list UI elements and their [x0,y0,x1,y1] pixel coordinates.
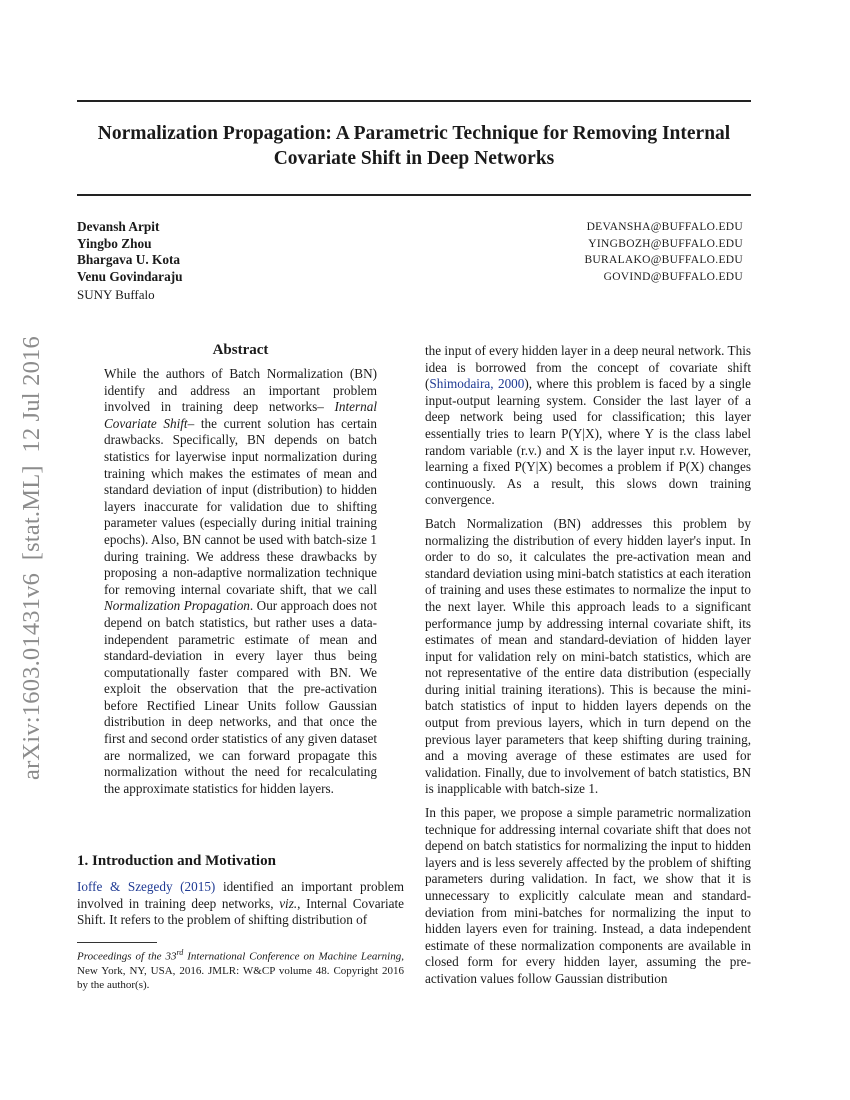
footnote-superscript: rd [176,948,184,957]
abstract-text: While the authors of Batch Normalization (BN) identify and address an important problem involved in training deep networks– [104,366,377,415]
abstract-body [104,366,377,797]
abstract-text: – the current solution has certain drawbacks. Specifically, BN depends on batch statistics for layerwise input normalization during training which makes the estimates of mean and standard deviation of input (distribution) to hidden layers inaccurate for validation due to shifting parameter values (especially during initial training epochs). Also, BN cannot be used with batch-size 1 during training. We address these drawbacks by proposing a non-adaptive normalization technique for removing internal covariate shift, that we call [104,415,377,597]
author-row [77,269,743,286]
intro-paragraph [77,879,404,929]
intro-text: identified an important problem involved in training deep networks, [77,879,404,911]
author-row [77,236,743,253]
abstract-text: . Our approach does not depend on batch statistics, but rather uses a data-independent parametric estimate of mean and standard-deviation in every layer thus being computationally faster compared with BN. We exploit the observation that the pre-activation before Rectified Linear Units follow Gaussian distribution in deep networks, and that once the first and second order statistics of any given dataset are normalized, we can forward propagate this normalization without the need for recalculating the approximate statistics for hidden layers. [104,598,378,796]
body-text: ), where this problem is faced by a single input-output learning system. Consider the last layer of a deep network being used for classification; this layer essentially tries to learn P(Y|X), where Y is the class label random variable (r.v.) and X is the layer input r.v. However, learning a fixed P(Y|X) becomes a problem if P(X) changes continuously. As a result, this slows down training convergence. [425,376,751,508]
affiliation: SUNY Buffalo [77,287,155,302]
body-text: the input of every hidden layer in a deep neural network. This idea is borrowed from the concept of covariate shift ( [425,343,751,392]
citation-link[interactable]: Shimodaira, 2000 [429,376,525,392]
section-heading-introduction: 1. Introduction and Motivation [77,853,276,869]
intro-text: , Internal Covariate Shift. It refers to the problem of shifting distribution of [77,895,404,928]
abstract-emphasis: Normalization Propagation [104,598,250,614]
author-name: Bhargava U. Kota [77,252,181,267]
abstract-emphasis: Internal Covariate Shift [104,399,377,431]
author-email[interactable]: YINGBOZH@BUFFALO.EDU [588,237,743,250]
author-row [77,219,743,236]
author-email[interactable]: GOVIND@BUFFALO.EDU [603,270,743,283]
author-name: Venu Govindaraju [77,268,183,284]
author-block [77,219,743,303]
body-paragraph: In this paper, we propose a simple parametric normalization technique for addressing internal covariate shift that does not depend on batch statistics for normalizing the input to hidden layers and is less severely affected by the problem of shifting parameters during validation. In fact, we show that it is unnecessary to explicitly calculate mean and standard-deviation from mini-batches for normalizing the input to hidden layers even for training. Instead, a data independent estimate of these normalization components are available in closed form for every hidden layer, assuming the pre-activation values follow Gaussian distribution [425,805,751,986]
footnote-rule [77,942,157,943]
author-row [77,252,743,269]
footnote-italic: Proceedings of the 33 [77,950,177,963]
right-column [425,343,751,995]
title-bottom-rule [77,194,751,196]
title-line-1: Normalization Propagation: A Parametric Technique for Removing Internal [97,123,731,144]
citation-link[interactable]: Ioffe & Szegedy (2015) [77,879,216,894]
footnote [77,946,404,992]
author-name: Yingbo Zhou [77,235,152,251]
paper-title [77,121,751,171]
abstract-heading: Abstract [212,342,269,358]
left-column [77,340,404,797]
footnote-text: , New York, NY, USA, 2016. JMLR: W&CP volume 48. Copyright 2016 by the author(s). [77,950,404,991]
author-email[interactable]: DEVANSHA@BUFFALO.EDU [586,221,743,233]
title-line-2: Covariate Shift in Deep Networks [273,148,555,169]
intro-emphasis: viz. [279,895,298,911]
footnote-italic: International Conference on Machine Learning [183,950,402,963]
arxiv-identifier-stamp: arXiv:1603.01431v6 [stat.ML] 12 Jul 2016 [18,336,45,780]
body-paragraph: Batch Normalization (BN) addresses this problem by normalizing the distribution of every hidden layer's input. In order to do so, it calculates the pre-activation mean and standard deviation using mini-batch statistics at each iteration of training and uses these estimates to normalize the input to the next layer. While this approach leads to a significant performance jump by addressing internal covariate shift, its estimates of mean and standard-deviation of hidden layer input for validation rely on mini-batch statistics, which are not representative of the entire data distribution (especially during initial training iterations). This is because the mini-batch statistics of input to hidden layers depends on the output from previous layers, which in turn depend on the previous layer parameters that keep shifting during training, and a moving average of these estimates are used for validation. Finally, due to involvement of batch statistics, BN is inapplicable with batch-size 1. [425,515,751,797]
body-paragraph [425,343,751,509]
title-top-rule [77,100,751,102]
author-email[interactable]: BURALAKO@BUFFALO.EDU [584,254,743,266]
author-name: Devansh Arpit [77,219,160,234]
